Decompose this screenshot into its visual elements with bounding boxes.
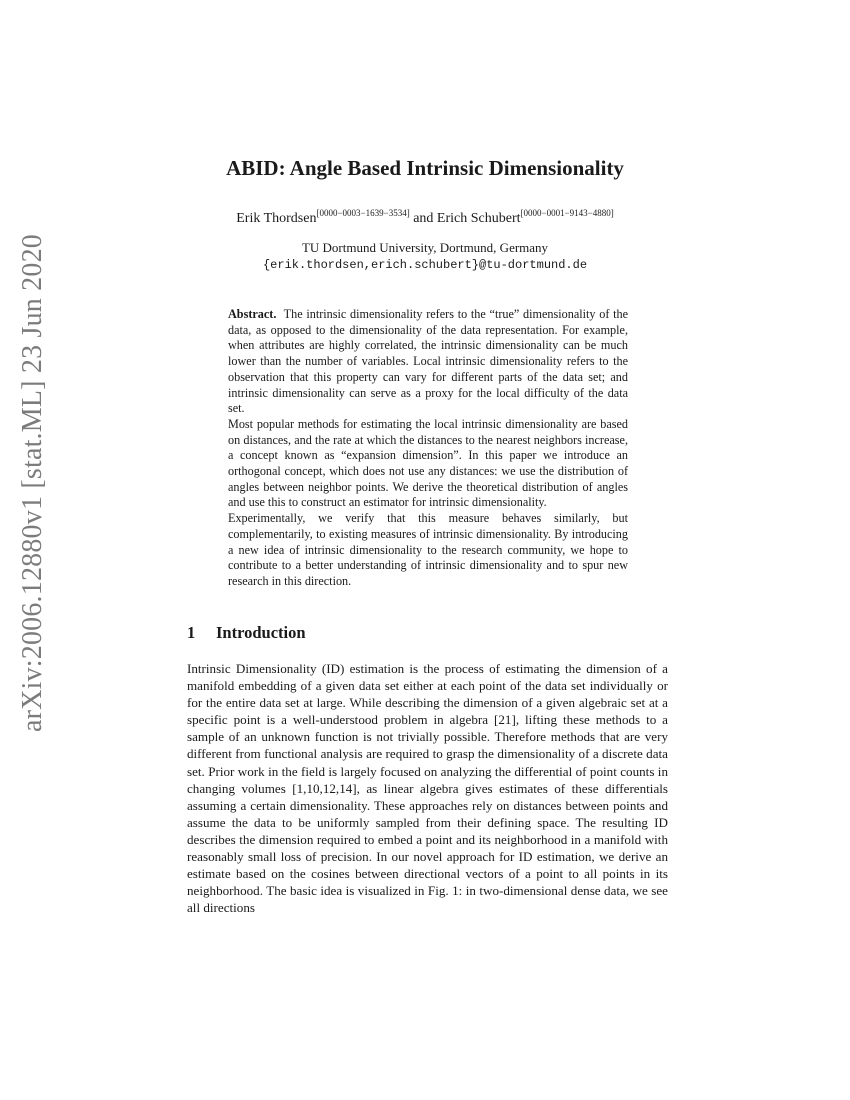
author-separator: and [413,211,434,226]
abstract-paragraph: Experimentally, we verify that this measure behaves similarly, but complementarily, to existing measures of intrinsic dimensionality. By introducing a new idea of intrinsic dimensionality to the research community, we hope to contribute to a better understanding of intrinsic dimensionality and to spur new research in this direction. [228,511,628,588]
arxiv-identifier-text: arXiv:2006.12880v1 [stat.ML] 23 Jun 2020 [17,234,48,732]
section-heading [187,623,306,643]
paper-title: ABID: Angle Based Intrinsic Dimensionality [226,156,624,180]
abstract-paragraph: Most popular methods for estimating the local intrinsic dimensionality are based on distances, and the rate at which the distances to the nearest neighbors increase, a concept known as “expansion dimension”. In this paper we introduce an orthogonal concept, which does not use any distances: we use the distribution of angles between neighbor points. We derive the theoretical distribution of angles and use this to construct an estimator for intrinsic dimensionality. [228,416,628,510]
section-title: Introduction [216,623,306,642]
author-name: Erik Thordsen [236,211,317,226]
author-orcid: [0000−0001−9143−4880] [520,208,614,218]
section-number: 1 [187,623,196,642]
author-name: Erich Schubert [436,211,521,226]
abstract-label: Abstract. [228,307,277,321]
section-body-paragraph: Intrinsic Dimensionality (ID) estimation is the process of estimating the dimension of a manifold embedding of a given data set either at each point of the data set individually or for the entire data set at large. While describing the dimension of a given algebraic set at a specific point is a well-understood problem in algebra [21], lifting these methods to a sample of an unknown function is not trivially possible. Therefore methods that are very different from functional analysis are required to grasp the dimensionality of a discrete data set. Prior work in the field is largely focused on analyzing the differential of point counts in changing volumes [1,10,12,14], as linear algebra gives estimates of these differentials assuming a certain dimensionality. These approaches rely on distances between points and assume the data to be uniformly sampled from their defining space. The resulting ID describes the dimension required to embed a point and its neighborhood in a manifold with reasonably small loss of precision. In our novel approach for ID estimation, we derive an estimate based on the cosines between directional vectors of a point to all points in its neighborhood. The basic idea is visualized in Fig. 1: in two-dimensional dense data, we see all directions [187,661,668,916]
affiliation: TU Dortmund University, Dortmund, Germany [301,240,549,255]
author-email: {erik.thordsen,erich.schubert}@tu-dortmund.de [262,258,588,272]
abstract-paragraph [228,307,628,417]
author-line [0,208,850,227]
arxiv-identifier-stamp [10,234,56,732]
abstract [228,307,628,590]
abstract-text: The intrinsic dimensionality refers to the “true” dimensionality of the data, as opposed to the dimensionality of the data representation. For example, when attributes are highly correlated, the intrinsic dimensionality can be much lower than the number of variables. Local intrinsic dimensionality refers to the observation that this property can vary for different parts of the data set; and intrinsic dimensionality can serve as a proxy for the local difficulty of the data set. [228,307,629,416]
author-orcid: [0000−0003−1639−3534] [316,208,410,218]
